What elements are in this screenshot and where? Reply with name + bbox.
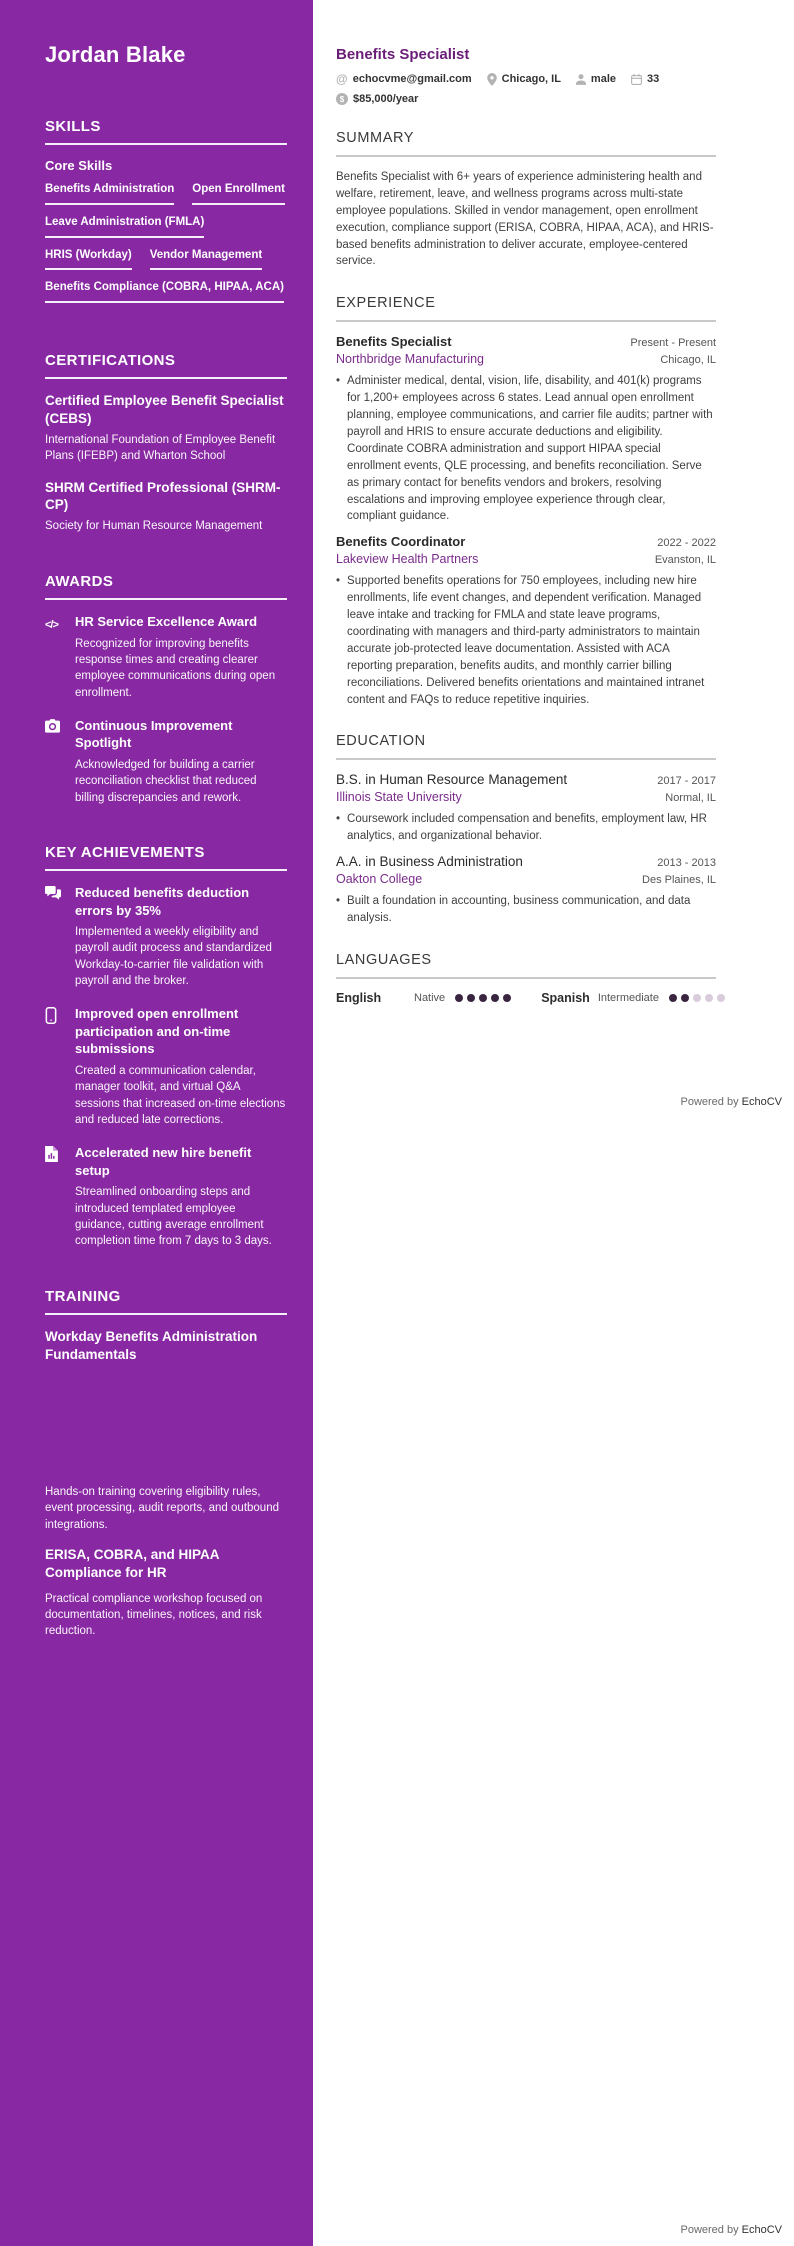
key-achievements-section bbox=[45, 844, 287, 1250]
language-dots bbox=[669, 994, 729, 1002]
education-bullet-text: Built a foundation in accounting, business communication, and data analysis. bbox=[347, 895, 691, 925]
main-column bbox=[336, 46, 716, 1005]
certification-org: International Foundation of Employee Benefit Plans (IFEBP) and Wharton School bbox=[45, 433, 276, 462]
calendar-icon bbox=[631, 74, 642, 85]
education-entry bbox=[336, 772, 716, 845]
school-location: Normal, IL bbox=[665, 792, 716, 805]
languages-list bbox=[336, 991, 716, 1005]
job-location: Evanston, IL bbox=[654, 554, 716, 567]
experience-heading: EXPERIENCE bbox=[336, 295, 716, 322]
languages-section bbox=[336, 952, 716, 1005]
achievement-desc: Created a communication calendar, manager toolkit, and virtual Q&A sessions that increased on-time elections and reduced late corrections. bbox=[75, 1065, 286, 1126]
experience-entry bbox=[336, 534, 716, 708]
training-heading: TRAINING bbox=[45, 1288, 287, 1315]
powered-by-footer bbox=[680, 1096, 782, 1108]
location-value: Chicago, IL bbox=[501, 73, 561, 85]
education-bullet bbox=[336, 811, 716, 845]
education-entry bbox=[336, 854, 716, 927]
achievement-item bbox=[45, 1005, 287, 1128]
language-item bbox=[336, 991, 515, 1005]
contact-location bbox=[487, 73, 561, 86]
education-bullet bbox=[336, 893, 716, 927]
experience-section bbox=[336, 295, 716, 708]
powered-by-footer bbox=[680, 2224, 782, 2236]
award-item bbox=[45, 613, 287, 701]
summary-section bbox=[336, 130, 716, 270]
education-bullet-text: Coursework included compensation and benefits, employment law, HR analytics, and organizational behavior. bbox=[347, 813, 707, 843]
powered-by-label: Powered by bbox=[680, 1096, 742, 1108]
education-section bbox=[336, 733, 716, 927]
key-achievements-heading: KEY ACHIEVEMENTS bbox=[45, 844, 287, 871]
age-value: 33 bbox=[647, 73, 660, 85]
job-company: Lakeview Health Partners bbox=[336, 552, 479, 567]
brand-name: EchoCV bbox=[741, 1096, 782, 1108]
contact-age bbox=[631, 73, 659, 85]
contact-gender bbox=[576, 73, 616, 85]
bullet-marker: • bbox=[336, 375, 341, 388]
location-pin-icon bbox=[487, 73, 497, 86]
code-icon: </> bbox=[45, 619, 58, 632]
powered-by-label: Powered by bbox=[680, 2224, 742, 2236]
email-value: echocvme@gmail.com bbox=[352, 73, 472, 85]
achievement-item bbox=[45, 884, 287, 989]
document-icon bbox=[45, 1144, 63, 1249]
contact-row-2 bbox=[336, 93, 716, 105]
contact-salary bbox=[336, 93, 418, 105]
person-icon bbox=[576, 74, 586, 85]
gender-value: male bbox=[590, 73, 616, 85]
training-title: Workday Benefits Administration Fundamentals bbox=[45, 1328, 258, 1362]
job-dates: Present - Present bbox=[630, 337, 716, 350]
chat-bubbles-icon bbox=[45, 884, 63, 989]
awards-section bbox=[45, 573, 287, 806]
education-dates: 2013 - 2013 bbox=[657, 857, 716, 870]
job-dates: 2022 - 2022 bbox=[657, 537, 716, 550]
education-dates: 2017 - 2017 bbox=[657, 775, 716, 788]
bullet-marker: • bbox=[336, 575, 341, 588]
skills-section bbox=[45, 118, 287, 314]
brand-name: EchoCV bbox=[741, 2224, 782, 2236]
candidate-name: Jordan Blake bbox=[45, 42, 186, 67]
certification-org: Society for Human Resource Management bbox=[45, 520, 263, 533]
training-desc: Practical compliance workshop focused on documentation, timelines, notices, and risk reduction. bbox=[45, 1592, 263, 1638]
language-name: Spanish bbox=[541, 991, 590, 1006]
skills-heading: SKILLS bbox=[45, 118, 287, 145]
job-company: Northbridge Manufacturing bbox=[336, 352, 484, 367]
contact-row-1 bbox=[336, 72, 716, 86]
skill-chip: Vendor Management bbox=[150, 249, 262, 271]
camera-icon bbox=[45, 717, 63, 806]
experience-entry bbox=[336, 334, 716, 525]
language-level: Native bbox=[414, 992, 446, 1005]
skill-chip: Benefits Administration bbox=[45, 183, 174, 205]
job-bullet bbox=[336, 373, 716, 525]
sidebar bbox=[0, 0, 313, 2246]
achievement-title: Reduced benefits deduction errors by 35% bbox=[75, 884, 250, 918]
smartphone-icon bbox=[45, 1005, 63, 1128]
page-break-spacer bbox=[45, 1372, 287, 1484]
certification-item bbox=[45, 392, 287, 464]
certifications-section bbox=[45, 352, 287, 535]
achievement-title: Accelerated new hire benefit setup bbox=[75, 1145, 252, 1178]
job-bullet bbox=[336, 573, 716, 708]
skill-chip: HRIS (Workday) bbox=[45, 249, 132, 271]
achievement-desc: Implemented a weekly eligibility and payroll audit process and standardized Workday-to-carrier file validation with payroll and the broker. bbox=[75, 926, 272, 988]
award-desc: Acknowledged for building a carrier reconciliation checklist that reduced billing discrepancies and rework. bbox=[75, 758, 257, 804]
education-heading: EDUCATION bbox=[336, 733, 716, 760]
skills-list bbox=[45, 183, 287, 314]
certification-title: SHRM Certified Professional (SHRM-CP) bbox=[45, 479, 281, 513]
language-name: English bbox=[336, 991, 382, 1006]
achievement-desc: Streamlined onboarding steps and introduced templated employee guidance, cutting average enrollment completion time from 7 days to 3 days. bbox=[75, 1186, 272, 1248]
job-bullet-text: Supported benefits operations for 750 employees, including new hire enrollments, life event changes, and dependent verification. Managed leave intake and tracking for FMLA and state leave programs, coordinating with managers and third-party administrators to maintain accurate job-protected leave documentation. Assisted with ACA reporting preparation, benefits audits, and monthly carrier billing reconciliations. Delivered benefits orientations and maintained intranet content and FAQs to reduce repetitive inquiries. bbox=[347, 575, 705, 706]
degree: B.S. in Human Resource Management bbox=[336, 772, 568, 788]
email-icon: @ bbox=[336, 72, 348, 86]
contact-email bbox=[336, 72, 472, 86]
skill-chip: Leave Administration (FMLA) bbox=[45, 216, 204, 238]
skill-chip: Benefits Compliance (COBRA, HIPAA, ACA) bbox=[45, 281, 284, 303]
degree: A.A. in Business Administration bbox=[336, 854, 523, 870]
award-desc: Recognized for improving benefits response times and creating clearer employee communications during open enrollment. bbox=[75, 637, 276, 699]
school-name: Illinois State University bbox=[336, 790, 462, 805]
summary-heading: SUMMARY bbox=[336, 130, 716, 157]
school-name: Oakton College bbox=[336, 872, 423, 887]
language-level: Intermediate bbox=[597, 992, 659, 1005]
language-dots bbox=[455, 994, 515, 1002]
job-title: Benefits Specialist bbox=[336, 334, 452, 350]
languages-heading: LANGUAGES bbox=[336, 952, 716, 979]
awards-heading: AWARDS bbox=[45, 573, 287, 600]
award-item bbox=[45, 717, 287, 806]
language-item bbox=[541, 991, 729, 1005]
job-bullet-text: Administer medical, dental, vision, life, disability, and 401(k) programs for 1,200+ employees across 6 states. Lead annual open enrollment planning, employee communications, and carrier file audits; partner with payroll and HRIS to ensure accurate deductions and eligibility. Coordinate COBRA administration and support HIPAA special enrollment events, QLE processing, and benefits reconciliation. Serve as primary contact for benefits vendors and brokers, resolving escalations and improving employee experience through clear, compliant guidance. bbox=[347, 375, 713, 523]
school-location: Des Plaines, IL bbox=[642, 874, 716, 887]
salary-value: $85,000/year bbox=[353, 93, 419, 105]
training-title: ERISA, COBRA, and HIPAA Compliance for HR bbox=[45, 1547, 220, 1581]
skill-chip: Open Enrollment bbox=[192, 183, 285, 205]
job-title: Benefits Coordinator bbox=[336, 534, 466, 550]
bullet-marker: • bbox=[336, 895, 341, 908]
achievement-item bbox=[45, 1144, 287, 1249]
skills-group-label: Core Skills bbox=[45, 158, 113, 173]
certifications-heading: CERTIFICATIONS bbox=[45, 352, 287, 379]
training-desc: Hands-on training covering eligibility rules, event processing, audit reports, and outbound integrations. bbox=[45, 1486, 279, 1531]
achievement-title: Improved open enrollment participation and on-time submissions bbox=[75, 1006, 239, 1057]
certification-title: Certified Employee Benefit Specialist (CEBS) bbox=[45, 393, 284, 426]
award-title: HR Service Excellence Award bbox=[75, 614, 258, 630]
certification-item bbox=[45, 479, 287, 535]
summary-text: Benefits Specialist with 6+ years of experience administering health and welfare, retirement, leave, and wellness programs across multi-state employee populations. Skilled in vendor management, open enrollment execution, compliance support (ERISA, COBRA, HIPAA, ACA), and HRIS-based benefits administration to deliver accurate, employee-centered service. bbox=[336, 171, 714, 268]
bullet-marker: • bbox=[336, 813, 341, 826]
salary-icon: $ bbox=[336, 93, 348, 105]
job-location: Chicago, IL bbox=[660, 354, 716, 367]
training-section bbox=[45, 1288, 287, 1640]
resume-job-title: Benefits Specialist bbox=[336, 46, 470, 63]
award-title: Continuous Improvement Spotlight bbox=[75, 717, 233, 751]
